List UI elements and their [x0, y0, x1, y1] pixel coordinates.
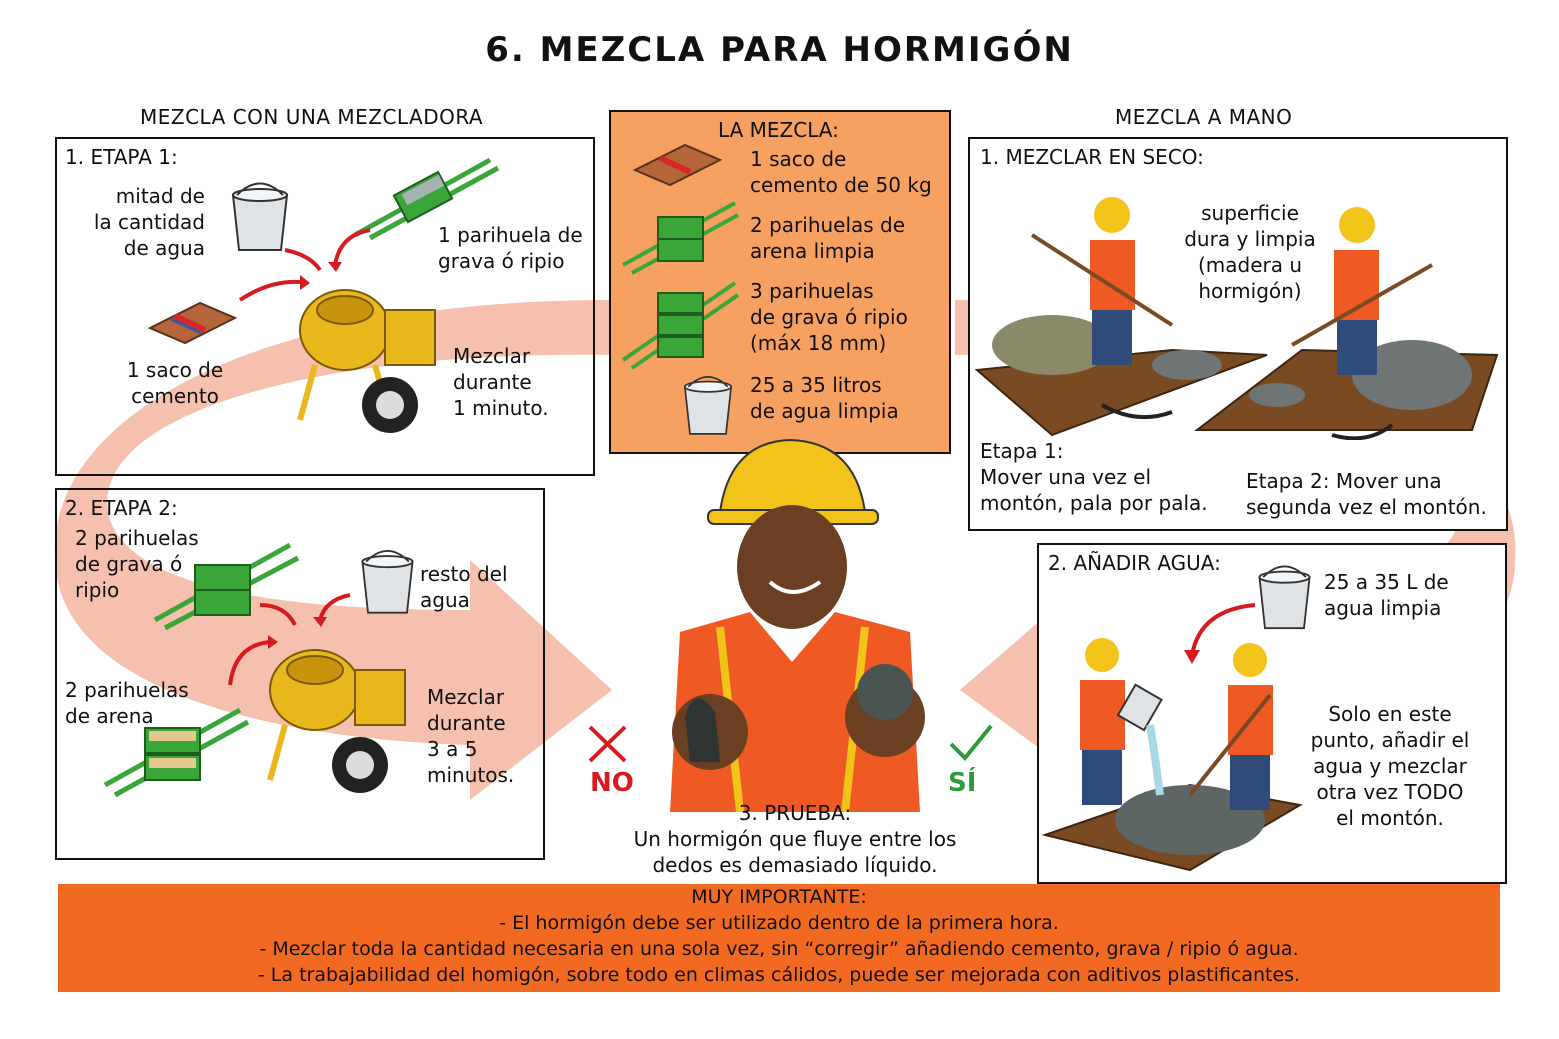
stage2-gravel-label: 2 parihuelas de grava ó ripio [75, 526, 199, 602]
add-water-note: Solo en este punto, añadir el agua y mezclar otra vez TODO el montón. [1310, 702, 1470, 830]
worker-illustration [620, 432, 980, 812]
important-line: - La trabajabilidad del homigón, sobre todo en climas cálidos, puede ser mejorada con aditivos plastificantes. [257, 964, 1301, 986]
stage1-cement-label: 1 saco de cemento [126, 358, 224, 408]
add-water-amount: 25 a 35 L de agua limpia [1324, 570, 1449, 620]
important-line: - El hormigón debe ser utilizado dentro de la primera hora. [499, 912, 1059, 934]
cement-bag-icon [145, 298, 240, 348]
cement-bag-icon [630, 140, 725, 190]
mix-item-cement: 1 saco de cemento de 50 kg [750, 147, 932, 197]
stage1-gravel-label: 1 parihuela de grava ó ripio [438, 223, 583, 273]
mix-item-water: 25 a 35 litros de agua limpia [750, 373, 899, 423]
stage1-water-label: mitad de la cantidad de agua [93, 184, 205, 260]
wheelbarrow-icon [100, 700, 250, 800]
stage1-title: 1. ETAPA 1: [65, 145, 178, 169]
page-title: 6. MEZCLA PARA HORMIGÓN [485, 30, 1074, 70]
dry-mix-scene [972, 180, 1500, 440]
red-arrow-icon [220, 590, 360, 690]
check-icon [947, 722, 995, 762]
stage2-water-label: resto del agua [420, 562, 508, 612]
stage2-title: 2. ETAPA 2: [65, 496, 178, 520]
bucket-icon [678, 372, 738, 440]
important-line: - Mezclar toda la cantidad necesaria en una sola vez, sin “corregir” añadiendo cemento, grava / ripio ó agua. [259, 938, 1299, 960]
yes-label: SÍ [948, 768, 977, 798]
test-caption: 3. PRUEBA: Un hormigón que fluye entre los dedos es demasiado líquido. [633, 801, 957, 877]
stage2-sand-label: 2 parihuelas de arena [65, 678, 189, 728]
important-notice [58, 884, 1500, 992]
bucket-icon [355, 545, 420, 620]
wheelbarrow-icon [620, 275, 740, 370]
cross-icon [585, 724, 630, 764]
wheelbarrow-icon [620, 195, 740, 275]
dry-mix-step1: Etapa 1: Mover una vez el montón, pala por pala. [980, 439, 1208, 515]
mix-item-sand: 2 parihuelas de arena limpia [750, 213, 906, 263]
important-title: MUY IMPORTANTE: [691, 886, 867, 908]
red-arrow-icon [230, 220, 380, 310]
mix-box-title: LA MEZCLA: [718, 118, 839, 142]
left-section-heading: MEZCLA CON UNA MEZCLADORA [140, 105, 484, 129]
add-water-scene [1040, 635, 1310, 875]
no-label: NO [590, 768, 634, 798]
dry-mix-title: 1. MEZCLAR EN SECO: [980, 145, 1204, 169]
stage2-mix-label: Mezclar durante 3 a 5 minutos. [427, 685, 515, 787]
bucket-icon [1252, 562, 1317, 634]
mix-item-gravel: 3 parihuelas de grava ó ripio (máx 18 mm) [750, 279, 908, 355]
stage1-mix-label: Mezclar durante 1 minuto. [453, 344, 549, 420]
dry-mix-step2: Etapa 2: Mover una segunda vez el montón. [1246, 469, 1487, 519]
dry-mix-surface-label: superficie dura y limpia (madera u hormigón) [1184, 201, 1316, 303]
add-water-title: 2. AÑADIR AGUA: [1048, 551, 1221, 575]
right-section-heading: MEZCLA A MANO [1115, 105, 1293, 129]
